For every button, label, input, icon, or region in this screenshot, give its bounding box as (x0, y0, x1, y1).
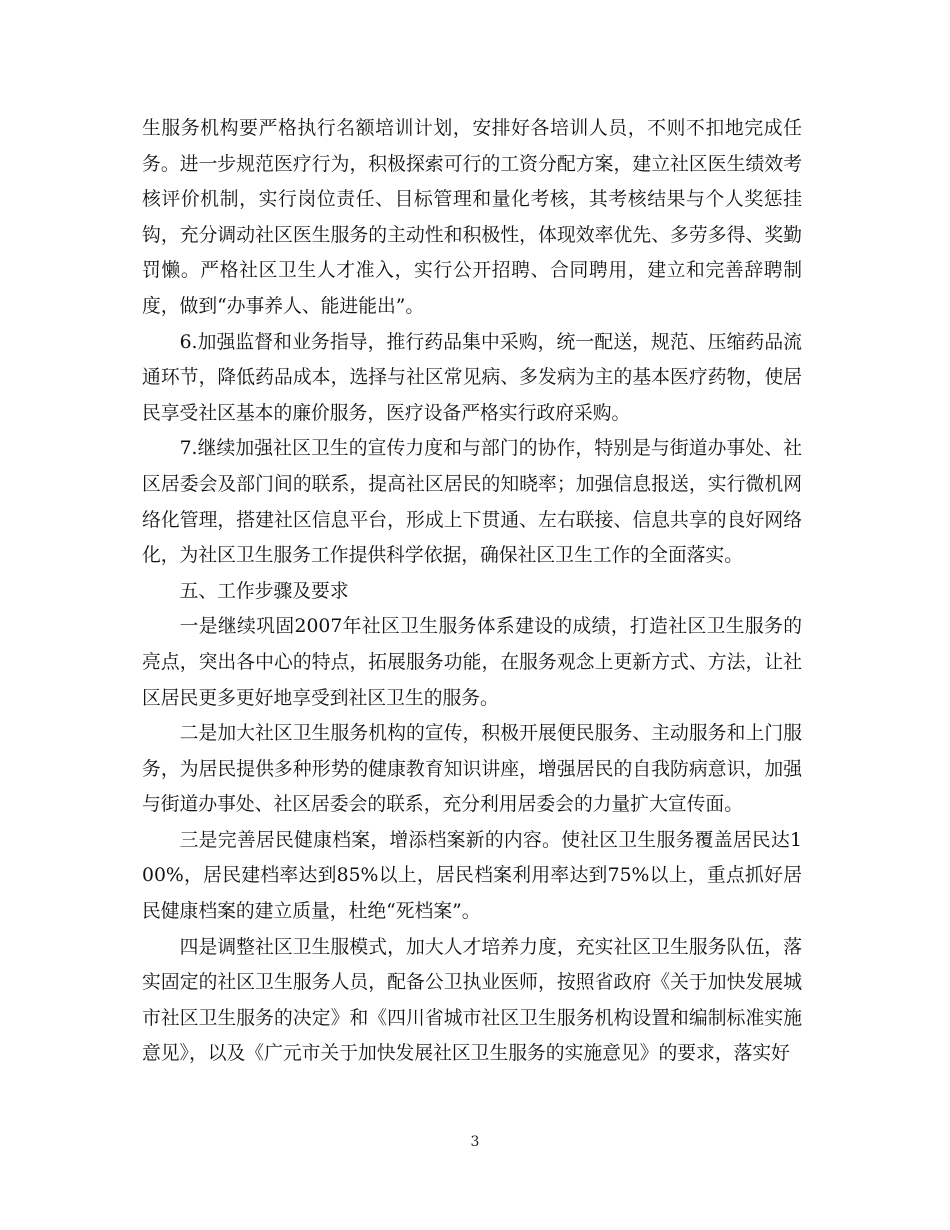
paragraph-step-2: 二是加大社区卫生服务机构的宣传，积极开展便民服务、主动服务和上门服务，为居民提供多种形势的健康教育知识讲座，增强居民的自我防病意识，加强与街道办事处、社区居委会的联系，充分利用居委会的力量扩大宣传面。 (142, 723, 802, 816)
paragraph-step-4: 四是调整社区卫生服模式，加大人才培养力度，充实社区卫生服务队伍，落实固定的社区卫生服务人员，配备公卫执业医师，按照省政府《关于加快发展城市社区卫生服务的决定》和《四川省城市社区卫生服务机构设置和编制标准实施意见》，以及《广元市关于加快发展社区卫生服务的实施意见》的要求，落实好 (142, 936, 802, 1065)
document-body (142, 111, 802, 1072)
paragraph-step-1: 一是继续巩固2007年社区卫生服务体系建设的成绩，打造社区卫生服务的亮点，突出各中心的特点，拓展服务功能，在服务观念上更新方式、方法，让社区居民更多更好地享受到社区卫生的服务。 (142, 616, 802, 709)
paragraph-item-7: 7.继续加强社区卫生的宣传力度和与部门的协作，特别是与街道办事处、社区居委会及部门间的联系，提高社区居民的知晓率；加强信息报送，实行微机网络化管理，搭建社区信息平台，形成上下贯通、左右联接、信息共享的良好网络化，为社区卫生服务工作提供科学依据，确保社区卫生工作的全面落实。 (142, 438, 802, 567)
section-heading-5: 五、工作步骤及要求 (179, 580, 349, 602)
paragraph-item-6: 6.加强监督和业务指导，推行药品集中采购，统一配送，规范、压缩药品流通环节，降低药品成本，选择与社区常见病、多发病为主的基本医疗药物，使居民享受社区基本的廉价服务，医疗设备严格实行政府采购。 (142, 331, 802, 424)
page-number: 3 (470, 1134, 480, 1150)
paragraph-continuation: 生服务机构要严格执行名额培训计划，安排好各培训人员，不则不扣地完成任务。进一步规范医疗行为，积极探索可行的工资分配方案，建立社区医生绩效考核评价机制，实行岗位责任、目标管理和量化考核，其考核结果与个人奖惩挂钩，充分调动社区医生服务的主动性和积极性，体现效率优先、多劳多得、奖勤罚懒。严格社区卫生人才准入，实行公开招聘、合同聘用，建立和完善辞聘制度，做到“办事养人、能进能出”。 (142, 118, 802, 317)
paragraph-step-3: 三是完善居民健康档案，增添档案新的内容。使社区卫生服务覆盖居民达100%，居民建档率达到85%以上，居民档案利用率达到75%以上，重点抓好居民健康档案的建立质量，杜绝“死档案”。 (142, 829, 802, 923)
